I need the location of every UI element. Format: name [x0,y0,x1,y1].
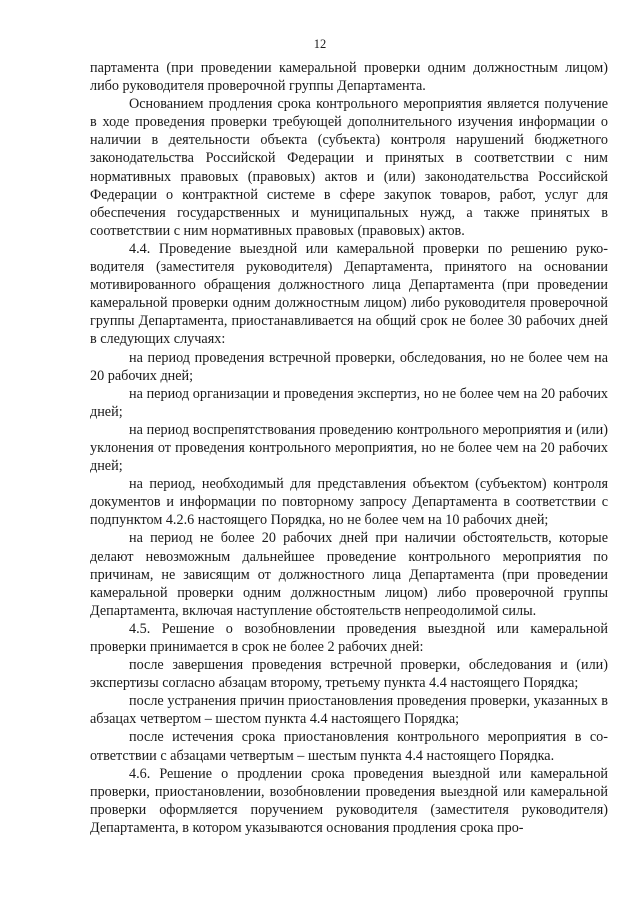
paragraph: 4.4. Проведение выездной или камеральной проверки по решению руководителя (заместителя руководителя) Департамента, принятого на основании мотивированного обращения должностного лица Департамента (при проведении камеральной проверки одним должностным лицом) либо руководителя проверочной группы Департамента, приостанавливается на общий срок не более 30 рабочих дней в следующих случаях: [90,240,608,348]
paragraph: на период воспрепятствования проведению контрольного мероприятия и (или) уклонения от проведения контрольного мероприятия, но не более чем на 20 рабочих дней; [90,421,608,475]
paragraph: на период не более 20 рабочих дней при наличии обстоятельств, которые делают невозможным дальнейшее проведение контрольного мероприятия по причинам, не зависящим от должностного лица Департамента (при проведении камеральной проверки одним должностным лицом) либо проверочной группы Департамента, включая наступление обстоятельств непреодолимой силы. [90,530,608,619]
paragraph: 4.6. Решение о продлении срока проведения выездной или камеральной проверки, приостановлении, возобновлении проведения выездной или камеральной проверки оформляется поручением руководителя (заместителя руководителя) Департамента, в котором указываются основания продления срока про- [90,765,608,836]
paragraph: после завершения проведения встречной проверки, обследования и (или) экспертизы согласно абзацам второму, третьему пункта 4.4 настоящего Порядка; [90,657,608,692]
paragraph: после устранения причин приостановления проведения проверки, указанных в абзацах четвертом – шестом пункта 4.4 настоящего Порядка; [90,693,608,728]
paragraph: партамента (при проведении камеральной проверки одним должностным лицом) либо руководителя проверочной группы Департамента. [90,60,608,95]
document-body [90,59,608,837]
paragraph: Основанием продления срока контрольного мероприятия является получение в ходе проведения проверки требующей дополнительного изучения информации о наличии в деятельности объекта (субъекта) контроля нарушений бюджетного законодательства Российской Федерации и принятых в соответствии с ним нормативных правовых (правовых) актов и (или) законодательства Российской Федерации о контрактной системе в сфере закупок товаров, работ, услуг для обеспечения государственных и муниципальных нужд, а также принятых в соответствии с ним нормативных правовых (правовых) актов. [90,96,608,239]
paragraph: на период проведения встречной проверки, обследования, но не более чем на 20 рабочих дней; [90,349,608,384]
paragraph: 4.5. Решение о возобновлении проведения выездной или камеральной проверки принимается в срок не более 2 рабочих дней: [90,620,608,655]
page-number: 12 [313,37,327,51]
paragraph: на период, необходимый для представления объектом (субъектом) контроля документов и информации по повторному запросу Департамента в соответствии с подпунктом 4.2.6 настоящего Порядка, но не более чем на 10 рабочих дней; [90,476,608,529]
paragraph: на период организации и проведения экспертиз, но не более чем на 20 рабочих дней; [90,385,608,420]
paragraph: после истечения срока приостановления контрольного мероприятия в соответствии с абзацами четвертым – шестым пункта 4.4 настоящего Порядка. [90,729,608,764]
